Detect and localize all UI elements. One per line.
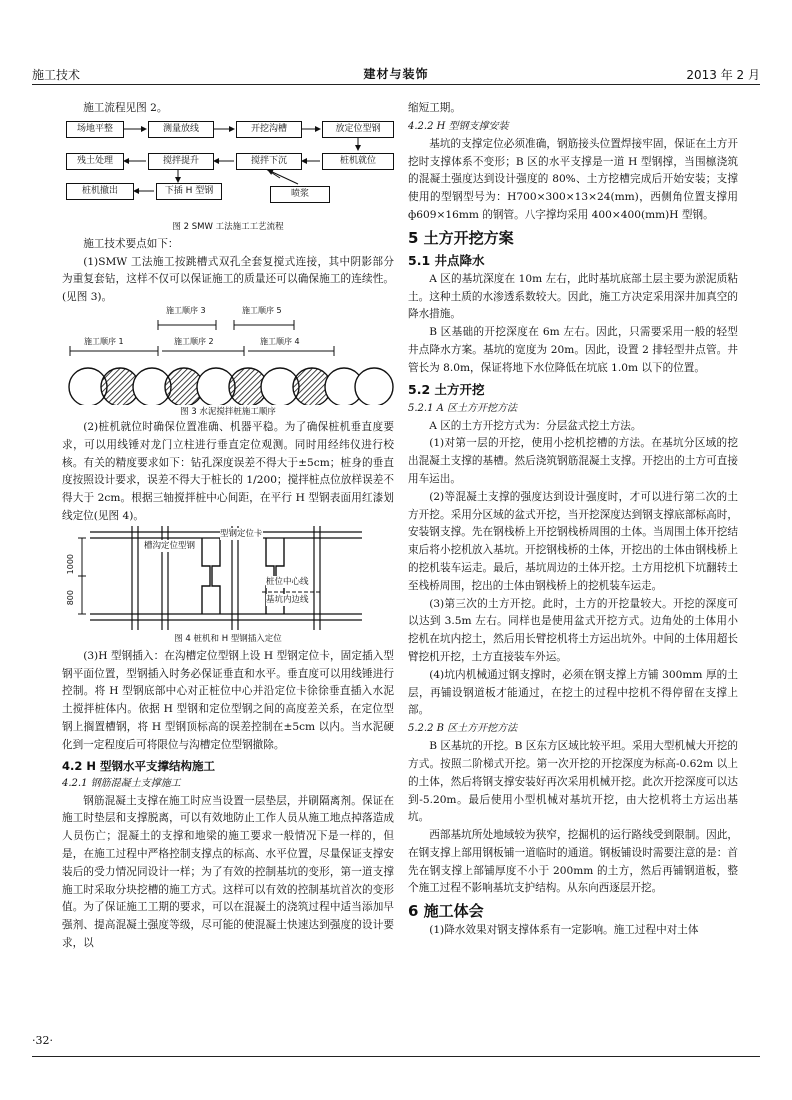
paragraph: B 区基础的开挖深度在 6m 左右。因此，只需要采用一般的轻型井点降水方案。基坑的宽度为 20m。因此，设置 2 排轻型井点管。井管长为 8.0m，保证将地下水位降低在坑底 1.0m 以下的位置。: [408, 326, 738, 374]
section-heading-6: 6 施工体会: [408, 902, 484, 921]
sequence-label-2: 施工顺序 2: [174, 336, 214, 346]
paragraph: B 区基坑的开挖。B 区东方区域比较平坦。采用大型机械大开挖的方式。按照二阶梯式开挖。第一次开挖的开挖深度为标高-0.62m 以上的土体，然后将钢支撑安装好再次采用机械开挖。此次开挖深度可以达到-5.20m。最后使用小型机械对基坑开挖，由大挖机将土方运出基坑。: [408, 740, 738, 824]
page-number: ·32·: [32, 1034, 53, 1047]
figure-2-flowchart: [62, 120, 394, 236]
paragraph: (1)降水效果对钢支撑体系有一定影响。施工过程中对土体: [429, 924, 699, 937]
flow-step-mix-sink: 搅拌下沉: [236, 153, 302, 170]
section-heading-5-2: 5.2 土方开挖: [408, 381, 485, 397]
section-heading-4-2: 4.2 H 型钢水平支撑结构施工: [62, 758, 216, 773]
paragraph: 施工流程见图 2。: [83, 102, 168, 114]
sequence-label-3: 施工顺序 3: [166, 305, 206, 315]
paragraph: (1)SMW 工法施工按跳槽式双孔全套复搅式连接，其中阴影部分为重复套钻，这样不仅可以保证施工的质量还可以确保施工的连续性。(见图 3)。: [62, 255, 394, 304]
paragraph: A 区的土方开挖方式为：分层盆式挖土方法。: [429, 419, 642, 432]
flow-step-insert-h-steel: 下插 H 型钢: [156, 183, 222, 200]
paragraph: 西部基坑所处地域较为狭窄，挖掘机的运行路线受到限制。因此，在钢支撑上部用钢板铺一道临时的通道。钢板铺设时需要注意的是：首先在钢支撑上部铺厚度不小于 200mm 的土方，然后再铺钢道板，整个施工过程不影响基坑支护结构。从东向西逐层开挖。: [408, 829, 738, 895]
flow-step-grout-spraying: 喷浆: [270, 186, 330, 203]
sequence-label-5: 施工顺序 5: [242, 305, 282, 315]
section-heading-5-1: 5.1 井点降水: [408, 252, 485, 268]
figure-4-positioning: [62, 526, 394, 648]
footer-rule: [32, 1056, 760, 1057]
paragraph: 施工技术要点如下：: [83, 237, 179, 250]
figure-3-pile-sequence: [62, 307, 394, 419]
paragraph: 钢筋混凝土支撑在施工时应当设置一层垫层，并刷隔离剂。保证在施工时垫层和支撑脱离，可以有效地防止工作人员从施工地点掉落造成人员伤亡；混凝土的支撑和地梁的施工要求一般情况下是一样的，但是，在施工过程中严格控制支撑点的标高、水平位置，尽量保证支撑安装后的受力情况同设计一样；为了有效的控制基坑的变形，第一道支撑施工时采取分块挖槽的施工方式。这样可以有效的控制基坑首次的变形值。为了保证施工工期的要求，可以在混凝土的浇筑过程中适当添加早强剂、提高混凝土强度等级，尽可能的使混凝土快速达到强度的设计要求，以: [62, 794, 394, 949]
paragraph: (3)H 型钢插入：在沟槽定位型钢上设 H 型钢定位卡，固定插入型钢平面位置，型钢插入时务必保证垂直和水平。垂直度可以用线锤进行控制。将 H 型钢底部中心对正桩位中心并沿定位卡徐徐垂直插入水泥土搅拌桩体内。依据 H 型钢和定位型钢之间的高度差关系，在定位型钢上搁置槽钢，将 H 型钢顶标高的误差控制在±5cm 以内。当水泥硬化到一定程度后可将限位与沟槽定位型钢撤除。: [62, 649, 394, 751]
paragraph: (2)桩机就位时确保位置准确、机器平稳。为了确保桩机垂直度要求，可以用线锤对龙门立柱进行垂直定位观测。同时用经纬仪进行校核。有关的精度要求如下：钻孔深度误差不得大于±5cm；桩身的垂直度按照设计要求，误差不得大于桩长的 1/200；搅拌桩点位放样误差不得大于 2cm。根据三轴搅拌桩中心间距，在平行 H 型钢表面用红漆划线定位(见图 4)。: [62, 420, 394, 522]
sequence-label-4: 施工顺序 4: [260, 336, 300, 346]
sequence-label-1: 施工顺序 1: [84, 336, 124, 346]
flow-step-rig-positioning: 桩机就位: [322, 153, 394, 170]
paragraph: (4)坑内机械通过钢支撑时，必须在钢支撑上方铺 300mm 厚的土层，再铺设钢道板才能通过，在挖土的过程中挖机不得停留在支撑上部。: [408, 668, 738, 717]
flow-step-rig-withdrawal: 桩机撤出: [66, 183, 134, 200]
subsection-heading-4-2-1: 4.2.1 钢筋混凝土支撑施工: [62, 777, 181, 789]
paragraph: 基坑的支撑定位必须准确，钢筋接头位置焊接牢固，保证在土方开挖时支撑体系不变形；B 区的水平支撑是一道 H 型钢撑，当围檩浇筑的混凝土强度达到设计强度的 80%、土方挖槽完成后开始安装；支撑使用的型钢型号为：H700×300×13×24(mm)，西侧角位置支撑用 ф609×16mm 的钢管。八字撑均采用 400×400(mm)H 型钢。: [408, 137, 738, 221]
flow-step-mix-lift: 搅拌提升: [148, 153, 214, 170]
page-header: [32, 62, 760, 85]
paragraph: A 区的基坑深度在 10m 左右，此时基坑底部土层主要为淤泥质粘土。这种土质的水渗透系数较大。因此，施工方决定采用深井加真空的降水措施。: [408, 272, 738, 321]
figure-2-caption: 图 2 SMW 工法施工工艺流程: [172, 221, 284, 232]
subsection-heading-5-2-1: 5.2.1 A 区土方开挖方法: [408, 402, 518, 414]
header-journal-title: 建材与装饰: [363, 67, 429, 81]
paragraph: 缩短工期。: [408, 102, 461, 114]
header-issue-date: 2013 年 2 月: [686, 68, 760, 82]
subsection-heading-5-2-2: 5.2.2 B 区土方开挖方法: [408, 723, 518, 735]
label-steel-positioning-clamp: 型钢定位卡: [220, 528, 263, 539]
pile-sequence-diagram: [62, 307, 394, 405]
label-pile-center-line: 桩位中心线: [266, 576, 309, 587]
section-heading-5: 5 土方开挖方案: [408, 228, 514, 247]
flow-step-trench-excavation: 开挖沟槽: [236, 121, 302, 138]
flow-step-spoil-disposal: 残土处理: [66, 153, 124, 170]
paragraph: (3)第三次的土方开挖。此时，土方的开挖量较大。开挖的深度可以达到 3.5m 左右。同样也是使用盆式开挖方式。边角处的土体用小挖机在坑内挖土，然后用长臂挖机将土方运出坑外。中间的土体用超长臂挖机开挖，土方直接装车外运。: [408, 597, 738, 663]
header-journal-section: 施工技术: [32, 68, 81, 82]
dimension-800: 800: [66, 589, 75, 606]
figure-3-caption: 图 3 水泥搅拌桩施工顺序: [180, 406, 276, 417]
flow-step-place-positioning-steel: 放定位型钢: [322, 121, 394, 138]
dimension-1000: 1000: [66, 553, 75, 575]
subsection-heading-4-2-2: 4.2.2 H 型钢支撑安装: [408, 120, 509, 132]
positioning-diagram: [62, 526, 394, 630]
label-pit-inner-edge: 基坑内边线: [266, 594, 309, 605]
pile-row: [69, 368, 393, 405]
paragraph: (2)等混凝土支撑的强度达到设计强度时，才可以进行第二次的土方开挖。采用分区域的盆式开挖，当开挖深度达到钢支撑底部标高时，安装钢支撑。先在钢栈桥上开挖钢栈桥周围的土体。当周围土体开挖结束后将小挖机放入基坑。开挖钢栈桥的土体，开挖出的土体由钢栈桥上的挖机装车运走。最后，基坑周边的土体开挖。土方用挖机下坑翻转土至栈桥周围，挖出的土体由钢栈桥上的挖机装车运走。: [408, 490, 738, 592]
left-column: [62, 100, 394, 953]
flow-step-survey-layout: 测量放线: [148, 121, 214, 138]
paragraph: (1)对第一层的开挖，使用小挖机挖槽的方法。在基坑分区域的挖出混凝土支撑的基槽。然后浇筑钢筋混凝土支撑。开挖出的土方可直接用车运出。: [408, 437, 738, 485]
right-column: [408, 100, 738, 940]
label-trench-positioning-steel: 槽沟定位型钢: [144, 540, 196, 551]
flow-step-site-leveling: 场地平整: [66, 121, 124, 138]
figure-4-caption: 图 4 桩机和 H 型钢插入定位: [174, 633, 282, 644]
